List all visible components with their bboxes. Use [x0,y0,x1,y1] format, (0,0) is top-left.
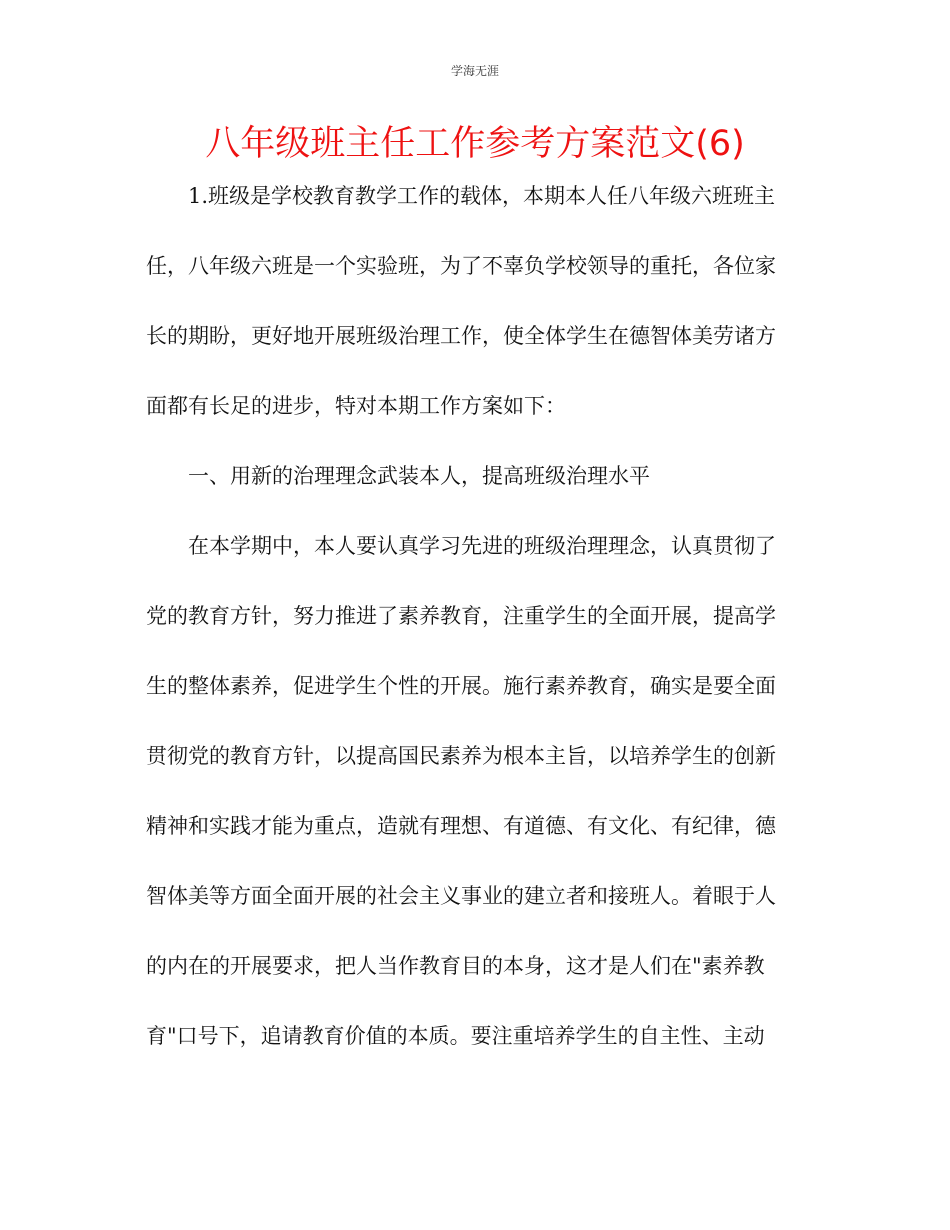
paragraph-line: 育"口号下，追请教育价值的本质。要注重培养学生的自主性、主动 [146,1024,765,1048]
paragraph-line: 的内在的开展要求，把人当作教育目的本身，这才是人们在"素养教 [146,954,765,978]
paragraph-line: 智体美等方面全面开展的社会主义事业的建立者和接班人。着眼于人 [146,884,776,908]
paragraph-line: 精神和实践才能为重点，造就有理想、有道德、有文化、有纪律，德 [146,814,776,838]
paragraph-line: 贯彻党的教育方针，以提高国民素养为根本主旨，以培养学生的创新 [146,744,776,768]
document-title: 八年级班主任工作参考方案范文(6) [205,124,745,164]
section-heading: 一、用新的治理理念武装本人，提高班级治理水平 [188,464,650,488]
paragraph-line: 1.班级是学校教育教学工作的载体，本期本人任八年级六班班主 [188,184,776,208]
paragraph-line: 面都有长足的进步，特对本期工作方案如下： [146,394,566,418]
paragraph-line: 生的整体素养，促进学生个性的开展。施行素养教育，确实是要全面 [146,674,776,698]
paragraph-line: 在本学期中，本人要认真学习先进的班级治理理念，认真贯彻了 [188,534,776,558]
paragraph-line: 党的教育方针，努力推进了素养教育，注重学生的全面开展，提高学 [146,604,776,628]
paragraph-line: 任，八年级六班是一个实验班，为了不辜负学校领导的重托，各位家 [146,254,776,278]
paragraph-line: 长的期盼，更好地开展班级治理工作，使全体学生在德智体美劳诸方 [146,324,776,348]
page-header: 学海无涯 [450,64,499,78]
